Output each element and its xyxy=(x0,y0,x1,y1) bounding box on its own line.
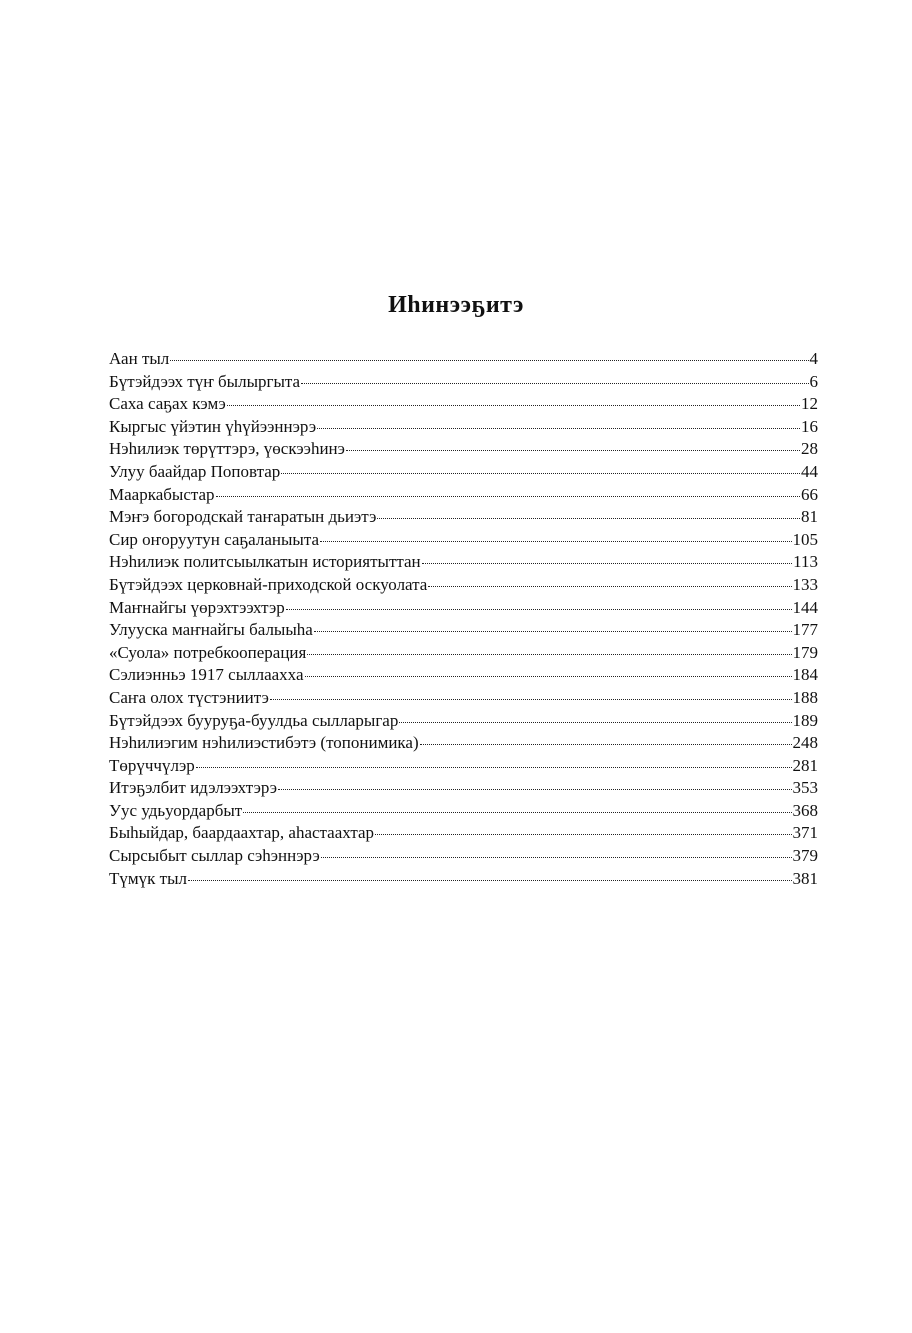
toc-entry-title: Сырсыбыт сыллар сэhэннэрэ xyxy=(109,846,320,866)
toc-entry xyxy=(109,687,818,710)
toc-entry-page-number: 144 xyxy=(792,597,818,617)
toc-entry-page-number: 353 xyxy=(792,778,818,798)
toc-entry-title: Уус удьуордарбыт xyxy=(109,800,243,820)
toc-entry-page-number: 281 xyxy=(792,755,818,775)
toc-entry-title: Мэҥэ богородскай таҥаратын дьиэтэ xyxy=(109,507,377,527)
toc-entry xyxy=(109,506,818,529)
toc-entry-page-number: 133 xyxy=(792,574,818,594)
toc-entry xyxy=(109,484,818,507)
dot-leader xyxy=(305,675,792,677)
dot-leader xyxy=(321,856,792,858)
dot-leader xyxy=(422,562,792,564)
toc-entry xyxy=(109,777,818,800)
page-title: Иhинээҕитэ xyxy=(388,292,524,318)
dot-leader xyxy=(375,833,791,835)
toc-entry-page-number: 381 xyxy=(792,868,818,888)
toc-entry-page-number: 189 xyxy=(792,710,818,730)
toc-entry-title: Кыргыс үйэтин үhүйээннэрэ xyxy=(109,416,317,436)
toc-entry-page-number: 368 xyxy=(792,800,818,820)
toc-entry-title: Маҥнайгы үөрэхтээхтэр xyxy=(109,597,285,617)
toc-entry-page-number: 6 xyxy=(809,371,818,391)
toc-entry xyxy=(109,529,818,552)
toc-entry xyxy=(109,800,818,823)
dot-leader xyxy=(270,698,792,700)
toc-entry xyxy=(109,348,818,371)
toc-entry-title: «Суола» потребкооперация xyxy=(109,642,307,662)
toc-entry-title: Нэhилиэгим нэhилиэстибэтэ (топонимика) xyxy=(109,733,419,753)
toc-entry-title: Сир оҥоруутун саҕаланыыта xyxy=(109,529,320,549)
dot-leader xyxy=(281,472,800,474)
dot-leader xyxy=(399,721,791,723)
toc-entry xyxy=(109,845,818,868)
toc-entry-title: Бүтэйдээх түҥ былыргыта xyxy=(109,371,301,391)
toc-entry-title: Итэҕэлбит идэлээхтэрэ xyxy=(109,778,278,798)
toc-entry-title: Нэhилиэк төрүттэрэ, үөскээhинэ xyxy=(109,439,345,459)
dot-leader xyxy=(320,540,791,542)
dot-leader xyxy=(216,495,800,497)
toc-entry-page-number: 177 xyxy=(792,620,818,640)
toc-entry xyxy=(109,755,818,778)
toc-entry xyxy=(109,551,818,574)
toc-entry xyxy=(109,822,818,845)
dot-leader xyxy=(278,788,791,790)
toc-entry-page-number: 184 xyxy=(792,665,818,685)
dot-leader xyxy=(286,608,792,610)
dot-leader xyxy=(317,427,800,429)
toc-entry-title: Саха саҕах кэмэ xyxy=(109,394,226,414)
toc-entry-title: Түмүк тыл xyxy=(109,868,187,888)
toc-entry-page-number: 379 xyxy=(792,846,818,866)
toc-entry-title: Улууска маҥнайгы балыыhа xyxy=(109,620,313,640)
toc-entry xyxy=(109,664,818,687)
toc-entry xyxy=(109,597,818,620)
dot-leader xyxy=(188,879,792,881)
toc-entry xyxy=(109,619,818,642)
toc-entry-title: Улуу баайдар Поповтар xyxy=(109,461,281,481)
toc-entry-title: Мааркабыстар xyxy=(109,484,215,504)
toc-entry-page-number: 113 xyxy=(793,552,818,572)
toc-entry xyxy=(109,438,818,461)
toc-entry xyxy=(109,416,818,439)
toc-entry xyxy=(109,461,818,484)
toc-entry-title: Бүтэйдээх бууруҕа-буулдьа сылларыгар xyxy=(109,710,399,730)
toc-entry-page-number: 28 xyxy=(801,439,818,459)
dot-leader xyxy=(428,585,791,587)
toc-entry-title: Нэhилиэк политсыылкатын историятыттан xyxy=(109,552,421,572)
toc-entry-page-number: 12 xyxy=(801,394,818,414)
dot-leader xyxy=(346,449,800,451)
toc-entry-page-number: 179 xyxy=(792,642,818,662)
toc-entry-title: Быhыйдар, баардаахтар, аhастаахтар xyxy=(109,823,375,843)
dot-leader xyxy=(243,811,791,813)
toc-entry-page-number: 105 xyxy=(792,529,818,549)
toc-entry-page-number: 188 xyxy=(792,687,818,707)
toc-entry xyxy=(109,868,818,891)
toc-entry-title: Саҥа олох түстэниитэ xyxy=(109,687,269,707)
dot-leader xyxy=(307,653,791,655)
toc-entry xyxy=(109,732,818,755)
dot-leader xyxy=(301,382,808,384)
table-of-contents xyxy=(109,348,818,890)
toc-entry-title: Сэлиэнньэ 1917 сыллаахха xyxy=(109,665,304,685)
toc-entry xyxy=(109,642,818,665)
toc-entry-page-number: 371 xyxy=(792,823,818,843)
toc-entry-page-number: 66 xyxy=(801,484,818,504)
dot-leader xyxy=(196,766,792,768)
toc-entry-page-number: 248 xyxy=(792,733,818,753)
toc-entry-page-number: 81 xyxy=(801,507,818,527)
toc-entry xyxy=(109,710,818,733)
dot-leader xyxy=(420,743,792,745)
toc-entry-page-number: 44 xyxy=(801,461,818,481)
dot-leader xyxy=(377,517,800,519)
dot-leader xyxy=(227,404,800,406)
toc-entry-title: Аан тыл xyxy=(109,349,170,368)
toc-entry xyxy=(109,393,818,416)
toc-entry-page-number: 16 xyxy=(801,416,818,436)
toc-entry-page-number: 4 xyxy=(809,349,818,368)
dot-leader xyxy=(170,359,808,361)
toc-entry xyxy=(109,371,818,394)
toc-entry xyxy=(109,574,818,597)
toc-entry-title: Төрүччүлэр xyxy=(109,755,195,775)
dot-leader xyxy=(314,630,792,632)
toc-entry-title: Бүтэйдээх церковнай-приходской оскуолата xyxy=(109,574,428,594)
